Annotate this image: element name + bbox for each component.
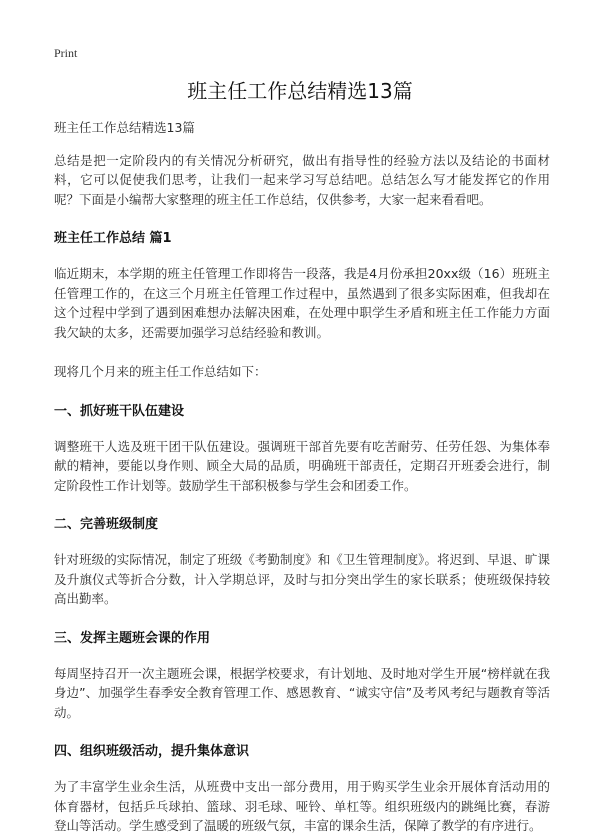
intro-paragraph: 总结是把一定阶段内的有关情况分析研究，做出有指导性的经验方法以及结论的书面材料，它可以促使我们思考，让我们一起来学习写总结吧。总结怎么写才能发挥它的作用呢？下面是小编帮大家整理的班主任工作总结，仅供参考，大家一起来看看吧。 <box>54 152 550 207</box>
document-title: 班主任工作总结精选13篇 <box>187 79 413 103</box>
subheading-class-cadre: 一、抓好班干队伍建设 <box>54 403 185 419</box>
print-link[interactable]: Print <box>54 46 78 60</box>
paragraph-class-rules: 针对班级的实际情况，制定了班级《考勤制度》和《卫生管理制度》。将迟到、早退、旷课及升旗仪式等折合分数，计入学期总评，及时与扣分突出学生的家长联系；使班级保持较高出勤率。 <box>54 552 550 606</box>
section-heading: 班主任工作总结 篇1 <box>54 231 172 246</box>
subheading-class-rules: 二、完善班级制度 <box>54 517 159 532</box>
document-subtitle: 班主任工作总结精选13篇 <box>54 120 195 135</box>
paragraph-class-cadre: 调整班干人选及班干团干队伍建设。强调班干部首先要有吃苦耐劳、任劳任怨、为集体奉献的精神，要能以身作则、顾全大局的品质，明确班干部责任，定期召开班委会进行，制定阶段性工作计划等。鼓励学生干部积极参与学生会和团委工作。 <box>54 438 550 493</box>
document-body <box>54 118 550 836</box>
subheading-class-activities: 四、组织班级活动，提升集体意识 <box>54 744 250 759</box>
paragraph-theme-meetings: 每周坚持召开一次主题班会课，根据学校要求，有计划地、及时地对学生开展“榜样就在我身边”、加强学生春季安全教育管理工作、感恩教育、“诚实守信”及考风考纪与题教育等活动。 <box>54 665 550 720</box>
paragraph-class-activities: 为了丰富学生业余生活，从班费中支出一部分费用，用于购买学生业余开展体育活动用的体育器材，包括乒乓球拍、篮球、羽毛球、哑铃、单杠等。组织班级内的跳绳比赛，春游登山等活动。学生感受到了温暖的班级气氛，丰富的课余生活，保障了教学的有序进行。 <box>54 779 550 833</box>
paragraph-opening: 临近期末，本学期的班主任管理工作即将告一段落，我是4月份承担20xx级（16）班班主任管理工作的，在这三个月班主任管理工作过程中，虽然遇到了很多实际困难，但我却在这个过程中学到了遇到困难想办法解决困难，在处理中职学生矛盾和班主任工作能力方面我欠缺的太多，还需要加强学习总结经验和教训。 <box>54 266 550 340</box>
subheading-theme-meetings: 三、发挥主题班会课的作用 <box>54 630 211 646</box>
paragraph-summary-intro: 现将几个月来的班主任工作总结如下： <box>54 364 267 379</box>
